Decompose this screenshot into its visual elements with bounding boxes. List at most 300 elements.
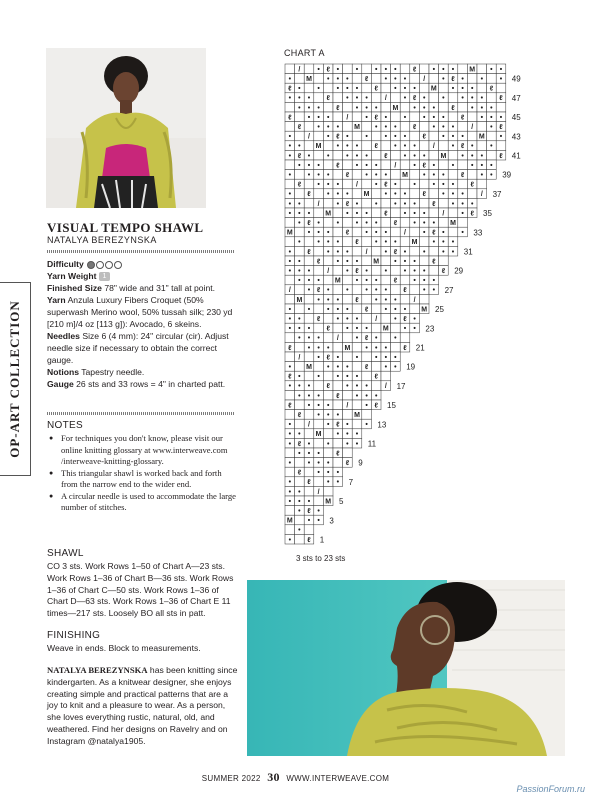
chart-cell bbox=[419, 294, 429, 304]
chart-symbol: • bbox=[394, 85, 397, 93]
chart-cell bbox=[285, 64, 295, 74]
chart-symbol: • bbox=[365, 133, 368, 141]
chart-symbol: • bbox=[307, 104, 311, 112]
chart-row-label: 43 bbox=[511, 132, 521, 142]
chart-symbol: • bbox=[365, 172, 368, 179]
chart-symbol: ℓ bbox=[374, 85, 378, 93]
chart-symbol: • bbox=[470, 143, 474, 151]
chart-symbol: • bbox=[394, 143, 397, 151]
chart-symbol: ℓ bbox=[316, 316, 321, 323]
chart-symbol: • bbox=[346, 316, 349, 323]
chart-symbol: • bbox=[346, 440, 349, 448]
chart-symbol: M bbox=[315, 431, 322, 439]
chart-cell bbox=[304, 429, 314, 439]
chart-symbol: • bbox=[394, 306, 397, 314]
chart-symbol: • bbox=[451, 239, 455, 247]
chart-symbol: ℓ bbox=[345, 460, 350, 467]
chart-symbol: • bbox=[326, 172, 330, 179]
chart-symbol: • bbox=[422, 172, 426, 179]
chart-cell bbox=[419, 237, 429, 247]
chart-symbol: ℓ bbox=[336, 392, 340, 400]
chart-symbol: ℓ bbox=[355, 296, 359, 304]
chart-symbol: • bbox=[346, 210, 349, 218]
chart-symbol: • bbox=[413, 162, 416, 170]
chart-cell bbox=[352, 285, 362, 295]
chart-symbol: • bbox=[403, 268, 407, 275]
chart-symbol: • bbox=[326, 412, 330, 419]
chart-symbol: ℓ bbox=[374, 373, 378, 381]
chart-cell bbox=[295, 419, 305, 429]
chart-cell bbox=[304, 467, 314, 477]
chart-symbol: • bbox=[355, 66, 359, 74]
chart-cell bbox=[410, 189, 420, 199]
chart-symbol: • bbox=[288, 306, 292, 314]
gauge-row: Gauge 26 sts and 33 rows = 4" in charted patt. bbox=[47, 379, 226, 389]
chart-symbol: • bbox=[288, 268, 292, 275]
chart-cell bbox=[381, 218, 391, 228]
chart-symbol: • bbox=[384, 124, 388, 131]
chart-cell bbox=[333, 285, 343, 295]
chart-symbol: M bbox=[306, 364, 312, 371]
chart-symbol: • bbox=[336, 85, 340, 93]
chart-symbol: • bbox=[403, 258, 407, 266]
chart-symbol: • bbox=[346, 85, 349, 93]
chart-cell bbox=[333, 458, 343, 468]
chart-symbol: • bbox=[365, 421, 368, 429]
chart-cell bbox=[333, 150, 343, 160]
chart-symbol: / bbox=[288, 287, 291, 295]
chart-symbol: • bbox=[422, 287, 426, 295]
chart-cell bbox=[400, 218, 410, 228]
chart-symbol: / bbox=[356, 181, 358, 189]
chart-symbol: • bbox=[480, 76, 484, 83]
chart-symbol: • bbox=[394, 124, 397, 131]
chart-symbol: ℓ bbox=[403, 344, 407, 352]
chart-symbol: • bbox=[346, 191, 349, 199]
chart-symbol: • bbox=[317, 469, 320, 477]
chart-cell bbox=[467, 131, 477, 141]
chart-symbol: • bbox=[288, 172, 292, 179]
chart-symbol: • bbox=[403, 76, 407, 83]
chart-symbol: • bbox=[403, 152, 407, 160]
chart-cell bbox=[323, 160, 333, 170]
chart-cell bbox=[343, 448, 353, 458]
chart-symbol: • bbox=[288, 200, 292, 208]
chart-symbol: • bbox=[490, 143, 493, 151]
chart-symbol: • bbox=[346, 287, 349, 295]
chart-cell bbox=[362, 122, 372, 132]
chart-symbol: / bbox=[432, 143, 435, 151]
chart-symbol: • bbox=[394, 200, 397, 208]
chart-cell bbox=[295, 285, 305, 295]
chart-symbol: • bbox=[365, 104, 368, 112]
chart-symbol: ℓ bbox=[412, 124, 417, 131]
chart-row-label: 17 bbox=[396, 381, 406, 391]
chart-cell bbox=[352, 246, 362, 256]
chart-cell bbox=[285, 275, 295, 285]
chart-symbol: • bbox=[384, 354, 388, 362]
chart-cell bbox=[419, 64, 429, 74]
chart-symbol: • bbox=[374, 239, 378, 247]
chart-symbol: • bbox=[346, 95, 349, 103]
chart-cell bbox=[458, 122, 468, 132]
chart-cell bbox=[333, 400, 343, 410]
chart-symbol: / bbox=[308, 133, 310, 141]
chart-symbol: • bbox=[326, 306, 330, 314]
chart-symbol: • bbox=[288, 143, 292, 151]
chart-symbol: ℓ bbox=[326, 325, 330, 333]
chart-row-label: 37 bbox=[492, 189, 502, 199]
chart-symbol: ℓ bbox=[364, 335, 369, 343]
chart-cell bbox=[323, 486, 333, 496]
chart-row-label: 29 bbox=[454, 266, 464, 276]
chart-symbol: • bbox=[298, 220, 301, 227]
chart-cell bbox=[343, 64, 353, 74]
chart-symbol: • bbox=[326, 229, 330, 237]
chart-symbol: • bbox=[413, 143, 416, 151]
chart-symbol: • bbox=[336, 258, 340, 266]
chart-symbol: • bbox=[288, 191, 292, 199]
chart-symbol: • bbox=[317, 66, 320, 74]
chart-symbol: • bbox=[326, 248, 330, 256]
chart-symbol: • bbox=[307, 162, 311, 170]
chart-symbol: • bbox=[442, 133, 445, 141]
chart-symbol: • bbox=[336, 239, 340, 247]
chart-symbol: • bbox=[432, 124, 436, 131]
chart-symbol: • bbox=[432, 66, 436, 74]
chart-cell bbox=[362, 198, 372, 208]
chart-symbol: • bbox=[336, 248, 340, 256]
chart-symbol: • bbox=[346, 325, 349, 333]
chart-symbol: • bbox=[317, 181, 320, 189]
chart-symbol: • bbox=[317, 335, 320, 343]
chart-cell bbox=[381, 275, 391, 285]
chart-symbol: • bbox=[384, 239, 388, 247]
chart-symbol: ℓ bbox=[316, 287, 321, 295]
chart-symbol: • bbox=[326, 344, 330, 352]
chart-symbol: • bbox=[336, 364, 340, 371]
chart-cell bbox=[314, 246, 324, 256]
chart-symbol: ℓ bbox=[288, 373, 292, 381]
chart-symbol: • bbox=[432, 114, 436, 122]
chart-symbol: • bbox=[432, 104, 436, 112]
chart-cell bbox=[285, 294, 295, 304]
chart-symbol: / bbox=[346, 114, 349, 122]
chart-symbol: ℓ bbox=[364, 306, 369, 314]
chart-symbol: • bbox=[403, 210, 407, 218]
chart-symbol: • bbox=[298, 316, 301, 323]
chart-symbol: • bbox=[422, 152, 426, 160]
chart-symbol: ℓ bbox=[422, 133, 426, 141]
chart-symbol: ℓ bbox=[355, 268, 359, 275]
chart-cell bbox=[314, 93, 324, 103]
chart-symbol: • bbox=[413, 220, 416, 227]
chart-symbol: • bbox=[480, 162, 484, 170]
chart-symbol: • bbox=[413, 200, 416, 208]
chart-cell bbox=[333, 112, 343, 122]
chart-symbol: • bbox=[374, 354, 378, 362]
chart-cell bbox=[333, 227, 343, 237]
chart-symbol: • bbox=[336, 143, 340, 151]
chart-symbol: ℓ bbox=[307, 220, 311, 227]
chart-cell bbox=[487, 93, 497, 103]
chart-symbol: • bbox=[288, 488, 292, 496]
chart-cell bbox=[391, 208, 401, 218]
chart-cell bbox=[448, 170, 458, 180]
chart-symbol: • bbox=[432, 162, 436, 170]
chart-symbol: • bbox=[336, 412, 340, 419]
chart-symbol: M bbox=[440, 152, 447, 160]
chart-cell bbox=[304, 198, 314, 208]
chart-cell bbox=[458, 179, 468, 189]
chart-cell bbox=[362, 371, 372, 381]
chart-cell bbox=[381, 256, 391, 266]
chart-cell bbox=[429, 150, 439, 160]
chart-cell bbox=[352, 74, 362, 84]
chart-symbol: • bbox=[326, 440, 330, 448]
chart-cell bbox=[304, 371, 314, 381]
chart-symbol: • bbox=[317, 392, 320, 400]
chart-symbol: • bbox=[374, 66, 378, 74]
chart-symbol: • bbox=[384, 364, 388, 371]
chart-symbol: • bbox=[442, 191, 445, 199]
chart-row-label: 25 bbox=[435, 305, 444, 315]
chart-cell bbox=[295, 170, 305, 180]
chart-symbol: • bbox=[326, 402, 330, 410]
chart-symbol: ℓ bbox=[374, 114, 378, 122]
chart-symbol: ℓ bbox=[326, 95, 330, 103]
chart-symbol: • bbox=[355, 258, 359, 266]
chart-cell bbox=[371, 131, 381, 141]
chart-cell bbox=[295, 246, 305, 256]
chart-symbol: • bbox=[365, 392, 368, 400]
chart-symbol: • bbox=[288, 325, 292, 333]
chart-symbol: ℓ bbox=[364, 76, 369, 83]
chart-symbol: • bbox=[288, 431, 292, 439]
chart-symbol: • bbox=[422, 210, 426, 218]
chart-cell bbox=[371, 150, 381, 160]
chart-symbol: • bbox=[422, 277, 426, 285]
chart-symbol: ℓ bbox=[297, 181, 302, 189]
chart-symbol: ℓ bbox=[422, 162, 426, 170]
chart-symbol: • bbox=[422, 114, 426, 122]
chart-symbol: • bbox=[326, 287, 330, 295]
issue-label: SUMMER 2022 bbox=[201, 774, 261, 783]
chart-symbol: • bbox=[336, 431, 340, 439]
chart-symbol: • bbox=[336, 66, 340, 74]
chart-cell bbox=[400, 64, 410, 74]
chart-symbol: • bbox=[442, 181, 445, 189]
chart-symbol: • bbox=[490, 172, 493, 179]
chart-stitch-range: 3 sts to 23 sts bbox=[296, 554, 346, 563]
chart-cell bbox=[352, 227, 362, 237]
chart-symbol: • bbox=[480, 104, 484, 112]
chart-symbol: / bbox=[384, 95, 387, 103]
chart-symbol: • bbox=[355, 277, 359, 285]
chart-symbol: ℓ bbox=[326, 66, 330, 74]
chart-symbol: • bbox=[365, 210, 368, 218]
chart-symbol: • bbox=[298, 95, 301, 103]
chart-cell bbox=[314, 150, 324, 160]
chart-cell bbox=[400, 333, 410, 343]
chart-symbol: • bbox=[326, 124, 330, 131]
chart-symbol: • bbox=[422, 220, 426, 227]
chart-symbol: • bbox=[307, 172, 311, 179]
chart-cell bbox=[285, 160, 295, 170]
chart-symbol: / bbox=[384, 383, 387, 391]
chart-symbol: ℓ bbox=[307, 479, 311, 487]
chart-cell bbox=[323, 448, 333, 458]
chart-symbol: / bbox=[404, 229, 406, 237]
chart-cell bbox=[323, 141, 333, 151]
chart-symbol: • bbox=[317, 354, 320, 362]
chart-cell bbox=[371, 246, 381, 256]
chart-symbol: • bbox=[394, 316, 397, 323]
chart-row-label: 31 bbox=[463, 247, 473, 257]
chart-cell bbox=[477, 179, 487, 189]
chart-symbol: • bbox=[288, 479, 292, 487]
chart-symbol: • bbox=[394, 133, 397, 141]
chart-symbol: • bbox=[298, 258, 301, 266]
chart-cell bbox=[323, 83, 333, 93]
chart-symbol: ℓ bbox=[412, 66, 417, 74]
chart-cell bbox=[285, 390, 295, 400]
chart-symbol: • bbox=[374, 287, 378, 295]
chart-symbol: / bbox=[365, 248, 368, 256]
chart-cell bbox=[362, 141, 372, 151]
chart-cell bbox=[362, 352, 372, 362]
chart-cell bbox=[477, 122, 487, 132]
chart-symbol: / bbox=[442, 210, 445, 218]
chart-cell bbox=[314, 208, 324, 218]
chart-cell bbox=[295, 131, 305, 141]
chart-row-label: 21 bbox=[415, 343, 425, 353]
chart-symbol: • bbox=[451, 181, 455, 189]
chart-symbol: • bbox=[326, 181, 330, 189]
chart-symbol: ℓ bbox=[326, 383, 330, 391]
chart-cell bbox=[419, 256, 429, 266]
chart-cell bbox=[477, 64, 487, 74]
chart-cell bbox=[314, 131, 324, 141]
chart-symbol: • bbox=[365, 220, 368, 227]
chart-cell bbox=[304, 410, 314, 420]
chart-symbol: • bbox=[413, 268, 416, 275]
chart-cell bbox=[295, 477, 305, 487]
chart-symbol: • bbox=[317, 104, 320, 112]
chart-cell bbox=[371, 74, 381, 84]
chart-cell bbox=[285, 410, 295, 420]
chart-cell bbox=[323, 256, 333, 266]
chart-symbol: • bbox=[288, 498, 292, 506]
chart-symbol: • bbox=[480, 172, 484, 179]
note-item: ● This triangular shawl is worked back and forth from the narrow end to the wider end. bbox=[47, 468, 237, 491]
chart-row-label: 41 bbox=[511, 151, 521, 161]
chart-cell bbox=[304, 83, 314, 93]
chart-cell bbox=[323, 218, 333, 228]
chart-cell bbox=[295, 189, 305, 199]
chart-symbol: • bbox=[442, 229, 445, 237]
chart-symbol: • bbox=[326, 152, 330, 160]
chart-symbol: • bbox=[326, 76, 330, 83]
chart-symbol: • bbox=[394, 239, 397, 247]
chart-cell bbox=[429, 131, 439, 141]
chart-cell bbox=[304, 314, 314, 324]
shawl-instructions: CO 3 sts. Work Rows 1–50 of Chart A—23 sts. Work Rows 1–36 of Chart B—36 sts. Work Rows 1–36 of Chart C—50 sts. Work Rows 1–36 of Chart D—63 sts. Work Rows 1–36 of Chart E 11 times—217 sts. Loosely BO all sts in patt. bbox=[47, 561, 234, 619]
chart-row-label: 23 bbox=[425, 324, 435, 334]
chart-symbol: • bbox=[317, 508, 320, 515]
chart-symbol: • bbox=[461, 191, 464, 199]
chart-cell bbox=[285, 122, 295, 132]
chart-symbol: • bbox=[307, 210, 311, 218]
chart-symbol: • bbox=[374, 200, 378, 208]
chart-symbol: ℓ bbox=[451, 76, 455, 83]
chart-cell bbox=[333, 342, 343, 352]
chart-symbol: • bbox=[403, 191, 407, 199]
chart-symbol: • bbox=[384, 114, 388, 122]
chart-symbol: • bbox=[288, 248, 292, 256]
chart-symbol: • bbox=[288, 536, 292, 544]
chart-symbol: • bbox=[355, 210, 359, 218]
chart-cell bbox=[381, 314, 391, 324]
chart-symbol: • bbox=[288, 258, 292, 266]
chart-cell bbox=[448, 93, 458, 103]
chart-symbol: • bbox=[355, 152, 359, 160]
chart-symbol: • bbox=[307, 344, 311, 352]
chart-symbol: • bbox=[422, 104, 426, 112]
chart-cell bbox=[362, 410, 372, 420]
chart-symbol: • bbox=[298, 143, 301, 151]
chart-cell bbox=[458, 102, 468, 112]
chart-symbol: • bbox=[384, 191, 388, 199]
chart-cell bbox=[362, 256, 372, 266]
chart-symbol: • bbox=[461, 152, 464, 160]
chart-cell bbox=[391, 112, 401, 122]
chart-symbol: • bbox=[355, 373, 359, 381]
chart-cell bbox=[400, 237, 410, 247]
chart-symbol: • bbox=[490, 124, 493, 131]
chart-symbol: • bbox=[326, 114, 330, 122]
chart-symbol: • bbox=[307, 440, 311, 448]
chart-cell bbox=[323, 390, 333, 400]
chart-cell bbox=[304, 237, 314, 247]
chart-symbol: • bbox=[307, 114, 311, 122]
chart-cell bbox=[496, 102, 506, 112]
chart-cell bbox=[304, 64, 314, 74]
chart-symbol: • bbox=[355, 392, 359, 400]
chart-symbol: • bbox=[365, 402, 368, 410]
chart-symbol: • bbox=[298, 508, 301, 515]
chart-symbol: • bbox=[307, 517, 311, 525]
chart-symbol: • bbox=[317, 229, 320, 237]
chart-symbol: • bbox=[355, 354, 359, 362]
chart-symbol: M bbox=[469, 66, 476, 74]
chart-cell bbox=[467, 74, 477, 84]
chart-symbol: ℓ bbox=[470, 210, 474, 218]
chart-symbol: ℓ bbox=[336, 104, 340, 112]
chart-row-label: 27 bbox=[444, 285, 454, 295]
chart-symbol: ℓ bbox=[499, 152, 503, 160]
chart-symbol: • bbox=[451, 66, 455, 74]
chart-cell bbox=[362, 294, 372, 304]
chart-symbol: • bbox=[442, 114, 445, 122]
chart-cell bbox=[314, 496, 324, 506]
chart-cell bbox=[285, 333, 295, 343]
chart-symbol: • bbox=[413, 325, 416, 333]
chart-symbol: ℓ bbox=[403, 316, 407, 323]
chart-symbol: • bbox=[336, 479, 340, 487]
chart-symbol: • bbox=[403, 306, 407, 314]
chart-symbol: • bbox=[317, 402, 320, 410]
